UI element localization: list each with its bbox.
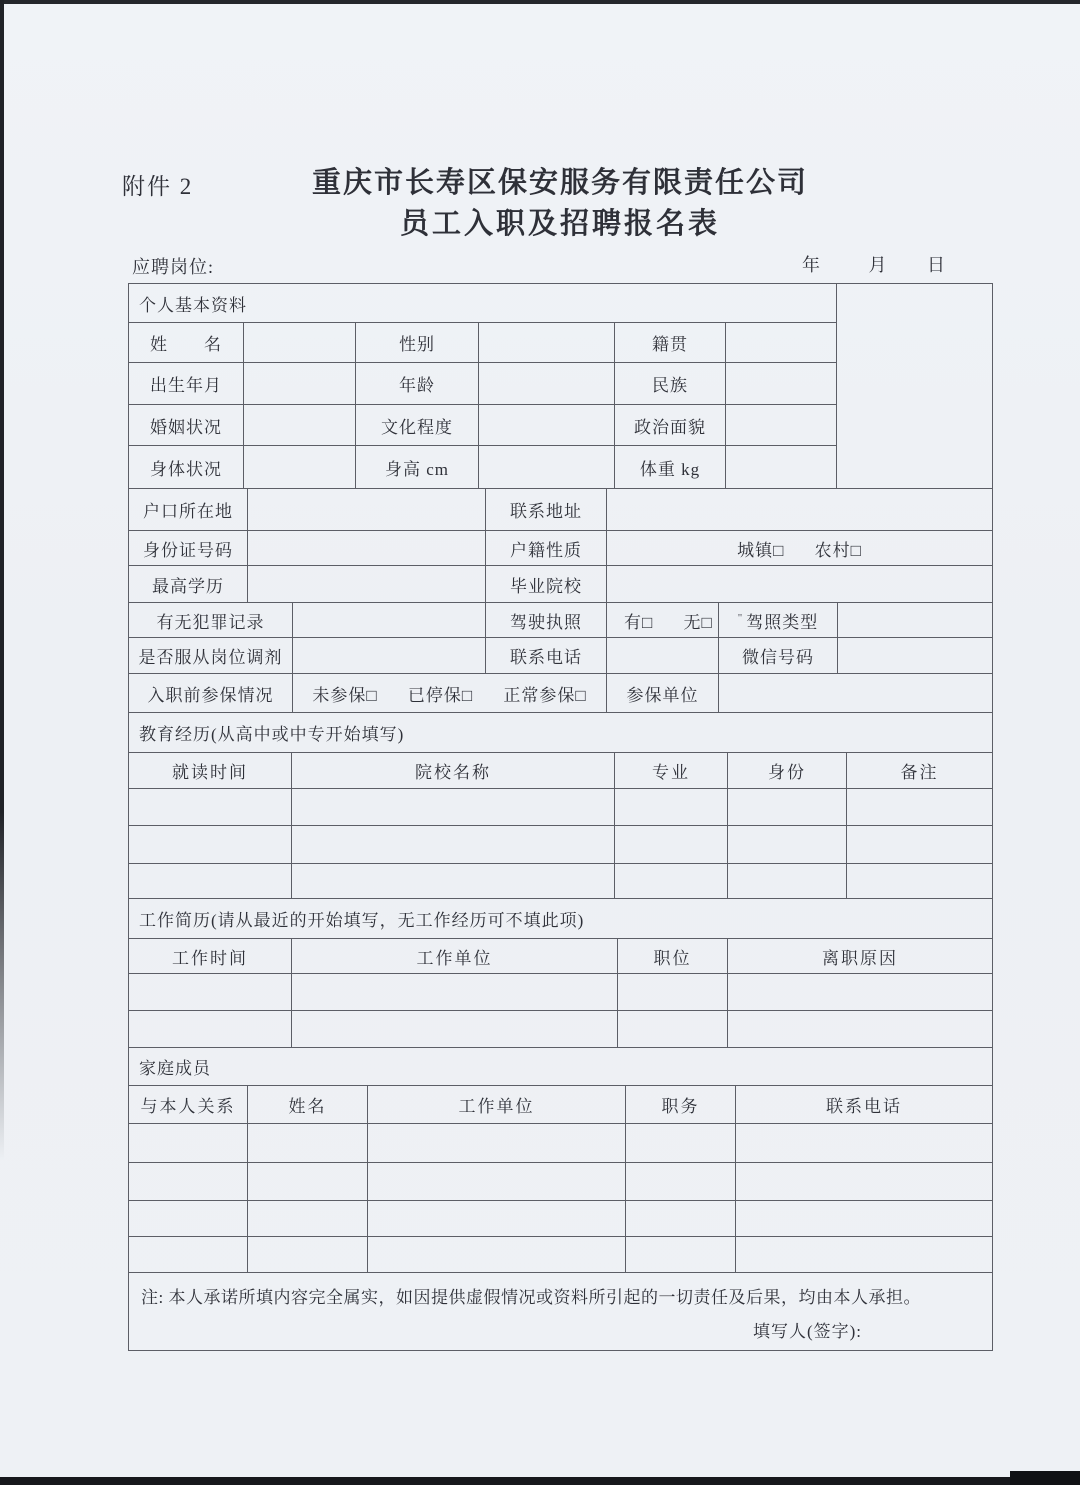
- label-wechat-id: 微信号码: [719, 638, 838, 674]
- blank-cell-ethnicity: [726, 363, 837, 405]
- blank-cell-marital-status: [244, 405, 356, 446]
- label-education-level: 文化程度: [356, 405, 479, 446]
- blank-cell-criminal-record: [293, 603, 486, 638]
- application-form-table: [128, 283, 992, 1351]
- family-row-cell: [368, 1237, 626, 1273]
- edu-row-cell: [129, 826, 292, 864]
- edu-row-cell: [847, 864, 993, 899]
- education-section: [128, 712, 993, 899]
- label-physical-condition: 身体状况: [129, 446, 244, 489]
- declaration-text: 注: 本人承诺所填内容完全属实，如因提供虚假情况或资料所引起的一切责任及后果，均由本人承担。: [141, 1288, 921, 1307]
- checkbox-normally-insured: 正常参保□: [503, 685, 587, 705]
- blank-cell-name: [244, 323, 356, 363]
- label-age: 年龄: [356, 363, 479, 405]
- family-header-employer: 工作单位: [368, 1086, 626, 1124]
- blank-cell-insurance-unit: [719, 674, 993, 713]
- scan-edge-corner: [1010, 1471, 1080, 1485]
- checkbox-insurance-stopped: 已停保□: [407, 685, 474, 705]
- blank-cell-license-type: [838, 603, 993, 638]
- label-ethnicity: 民族: [615, 363, 726, 405]
- label-accept-job-adjustment: 是否服从岗位调剂: [129, 638, 293, 674]
- work-row-cell: [728, 974, 993, 1011]
- blank-cell-weight: [726, 446, 837, 489]
- label-license-type: " 驾照类型: [719, 603, 838, 638]
- edu-row-cell: [129, 789, 292, 826]
- scan-edge-bottom: [0, 1477, 1080, 1485]
- scan-edge-left: [0, 0, 4, 1160]
- scan-artifact-mark: ": [737, 611, 744, 624]
- work-row-cell: [728, 1011, 993, 1048]
- blank-cell-political-status: [726, 405, 837, 446]
- blank-cell-wechat-id: [838, 638, 993, 674]
- family-row-cell: [736, 1124, 993, 1163]
- family-row-cell: [368, 1163, 626, 1201]
- position-applied-label: 应聘岗位:: [132, 257, 215, 277]
- edu-row-cell: [728, 789, 847, 826]
- label-name: 姓 名: [129, 323, 244, 363]
- label-weight: 体重 kg: [615, 446, 726, 489]
- edu-row-cell: [292, 864, 615, 899]
- family-section: [128, 1047, 993, 1273]
- day-label: 日: [927, 255, 945, 275]
- label-native-place: 籍贯: [615, 323, 726, 363]
- year-label: 年: [802, 255, 820, 275]
- work-header-employer: 工作单位: [292, 939, 618, 974]
- family-row-cell: [368, 1124, 626, 1163]
- declaration-cell: [129, 1273, 993, 1351]
- edu-row-cell: [728, 826, 847, 864]
- family-row-cell: [248, 1237, 368, 1273]
- label-insurance-status: 入职前参保情况: [129, 674, 293, 713]
- family-header-position: 职务: [626, 1086, 736, 1124]
- blank-cell-graduation-school: [607, 566, 993, 603]
- checkbox-urban: 城镇□: [737, 540, 785, 560]
- edu-row-cell: [615, 826, 728, 864]
- blank-cell-household-location: [248, 489, 486, 531]
- work-row-cell: [292, 974, 618, 1011]
- checkbox-license-no: 无□: [683, 612, 713, 632]
- blank-cell-birth-date: [244, 363, 356, 405]
- edu-row-cell: [615, 864, 728, 899]
- family-row-cell: [248, 1201, 368, 1237]
- blank-cell-native-place: [726, 323, 837, 363]
- work-row-cell: [292, 1011, 618, 1048]
- blank-cell-accept-job-adjustment: [293, 638, 486, 674]
- checkbox-rural: 农村□: [814, 540, 862, 560]
- edu-header-period: 就读时间: [129, 753, 292, 789]
- blank-cell-age: [479, 363, 615, 405]
- family-row-cell: [626, 1201, 736, 1237]
- edu-header-remarks: 备注: [847, 753, 993, 789]
- family-row-cell: [129, 1201, 248, 1237]
- family-row-cell: [248, 1163, 368, 1201]
- label-driving-license: 驾驶执照: [486, 603, 607, 638]
- work-header-leaving-reason: 离职原因: [728, 939, 993, 974]
- form-title-line2: 员工入职及招聘报名表: [399, 208, 720, 240]
- label-criminal-record: 有无犯罪记录: [129, 603, 293, 638]
- attachment-label: 附件 2: [122, 174, 194, 199]
- section-title-education: 教育经历(从高中或中专开始填写): [129, 713, 993, 753]
- label-birth-date: 出生年月: [129, 363, 244, 405]
- label-household-location: 户口所在地: [129, 489, 248, 531]
- label-id-number: 身份证号码: [129, 531, 248, 566]
- family-row-cell: [248, 1124, 368, 1163]
- family-row-cell: [626, 1163, 736, 1201]
- family-row-cell: [129, 1237, 248, 1273]
- label-marital-status: 婚姻状况: [129, 405, 244, 446]
- label-contact-address: 联系地址: [486, 489, 607, 531]
- edu-row-cell: [292, 826, 615, 864]
- edu-header-identity: 身份: [728, 753, 847, 789]
- section-title-work: 工作简历(请从最近的开始填写，无工作经历可不填此项): [129, 899, 993, 939]
- family-row-cell: [736, 1237, 993, 1273]
- blank-cell-height: [479, 446, 615, 489]
- blank-cell-highest-education: [248, 566, 486, 603]
- note-section: [128, 1272, 993, 1351]
- personal-info-section: [128, 283, 993, 489]
- section-title-personal: 个人基本资料: [129, 284, 837, 323]
- signer-label: 填写人(签字):: [752, 1322, 862, 1341]
- blank-cell-id-number: [248, 531, 486, 566]
- family-row-cell: [736, 1201, 993, 1237]
- family-row-cell: [129, 1163, 248, 1201]
- status-section: [128, 602, 993, 713]
- form-title-line1: 重庆市长寿区保安服务有限责任公司: [311, 167, 808, 199]
- blank-cell-contact-phone: [607, 638, 719, 674]
- family-row-cell: [368, 1201, 626, 1237]
- work-header-position: 职位: [618, 939, 728, 974]
- hukou-type-options: [607, 531, 993, 566]
- section-title-family: 家庭成员: [129, 1048, 993, 1086]
- work-row-cell: [618, 974, 728, 1011]
- edu-row-cell: [615, 789, 728, 826]
- family-header-name: 姓名: [248, 1086, 368, 1124]
- family-row-cell: [736, 1163, 993, 1201]
- month-label: 月: [868, 255, 887, 275]
- edu-row-cell: [847, 826, 993, 864]
- checkbox-not-insured: 未参保□: [312, 685, 378, 705]
- contact-section: [128, 488, 993, 603]
- edu-header-major: 专业: [615, 753, 728, 789]
- blank-cell-gender: [479, 323, 615, 363]
- family-header-relationship: 与本人关系: [129, 1086, 248, 1124]
- scan-edge-top: [0, 0, 1080, 4]
- label-highest-education: 最高学历: [129, 566, 248, 603]
- edu-header-school: 院校名称: [292, 753, 615, 789]
- work-section: [128, 898, 993, 1048]
- blank-cell-contact-address: [607, 489, 993, 531]
- photo-box: [837, 284, 993, 489]
- family-row-cell: [626, 1124, 736, 1163]
- work-row-cell: [618, 1011, 728, 1048]
- family-header-phone: 联系电话: [736, 1086, 993, 1124]
- label-height: 身高 cm: [356, 446, 479, 489]
- date-labels: [802, 251, 945, 277]
- label-gender: 性别: [356, 323, 479, 363]
- blank-cell-education-level: [479, 405, 615, 446]
- work-header-period: 工作时间: [129, 939, 292, 974]
- edu-row-cell: [292, 789, 615, 826]
- work-row-cell: [129, 974, 292, 1011]
- edu-row-cell: [847, 789, 993, 826]
- family-row-cell: [626, 1237, 736, 1273]
- checkbox-license-yes: 有□: [624, 612, 654, 632]
- driving-license-options: [607, 603, 719, 638]
- label-graduation-school: 毕业院校: [486, 566, 607, 603]
- label-political-status: 政治面貌: [615, 405, 726, 446]
- work-row-cell: [129, 1011, 292, 1048]
- label-hukou-type: 户籍性质: [486, 531, 607, 566]
- label-contact-phone: 联系电话: [486, 638, 607, 674]
- edu-row-cell: [129, 864, 292, 899]
- label-insurance-unit: 参保单位: [607, 674, 719, 713]
- family-row-cell: [129, 1124, 248, 1163]
- edu-row-cell: [728, 864, 847, 899]
- insurance-status-options: [293, 674, 607, 713]
- blank-cell-physical-condition: [244, 446, 356, 489]
